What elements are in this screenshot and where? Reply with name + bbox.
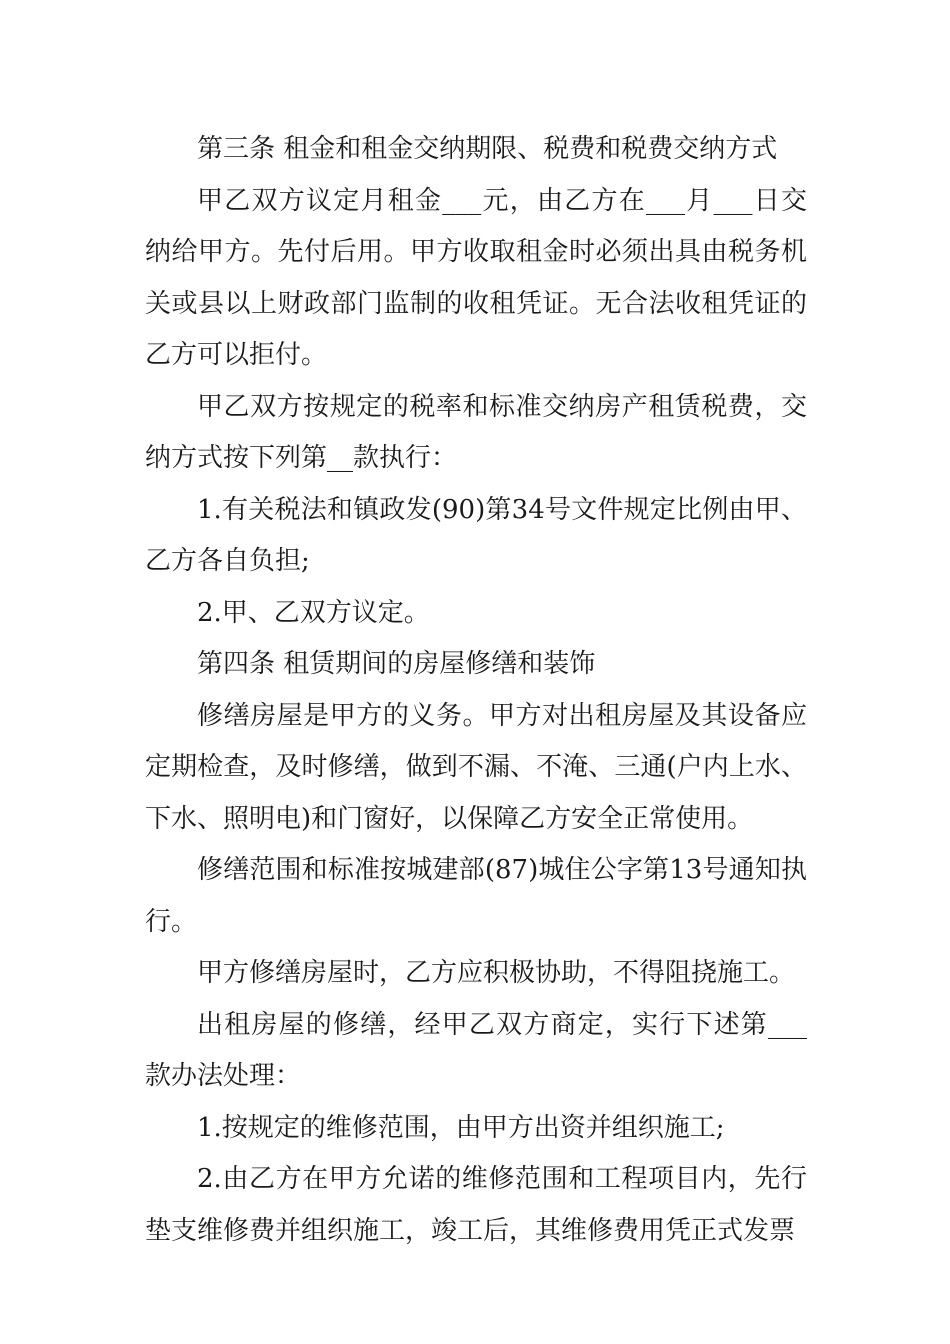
paragraph-rent-amount: 甲乙双方议定月租金___元，由乙方在___月___日交纳给甲方。先付后用。甲方收取租金时必须出具由税务机关或县以上财政部门监制的收租凭证。无合法收租凭证的乙方可以拒付。 xyxy=(145,185,807,370)
paragraph-repair-method: 出租房屋的修缮，经甲乙双方商定，实行下述第___款办法处理： xyxy=(145,1009,807,1091)
list-item-repair-2: 2.由乙方在甲方允诺的维修范围和工程项目内，先行垫支维修费并组织施工，竣工后，其维修费用凭正式发票 xyxy=(145,1164,807,1246)
list-item-tax-2: 2.甲、乙双方议定。 xyxy=(197,597,430,628)
list-item-tax-1: 1.有关税法和镇政发(90)第34号文件规定比例由甲、乙方各自负担; xyxy=(145,494,807,576)
article-3-heading: 第三条 租金和租金交纳期限、税费和税费交纳方式 xyxy=(197,134,778,164)
list-item-repair-1: 1.按规定的维修范围，由甲方出资并组织施工; xyxy=(197,1112,725,1143)
article-4-heading: 第四条 租赁期间的房屋修缮和装饰 xyxy=(197,649,596,679)
paragraph-tax-payment: 甲乙双方按规定的税率和标准交纳房产租赁税费，交纳方式按下列第__款执行： xyxy=(145,391,807,473)
paragraph-repair-cooperation: 甲方修缮房屋时，乙方应积极协助，不得阻挠施工。 xyxy=(197,958,796,988)
paragraph-repair-scope: 修缮范围和标准按城建部(87)城住公字第13号通知执行。 xyxy=(145,855,807,937)
document-body xyxy=(145,124,807,1257)
paragraph-repair-duty: 修缮房屋是甲方的义务。甲方对出租房屋及其设备应定期检查，及时修缮，做到不漏、不淹、三通(户内上水、下水、照明电)和门窗好，以保障乙方安全正常使用。 xyxy=(145,700,807,834)
